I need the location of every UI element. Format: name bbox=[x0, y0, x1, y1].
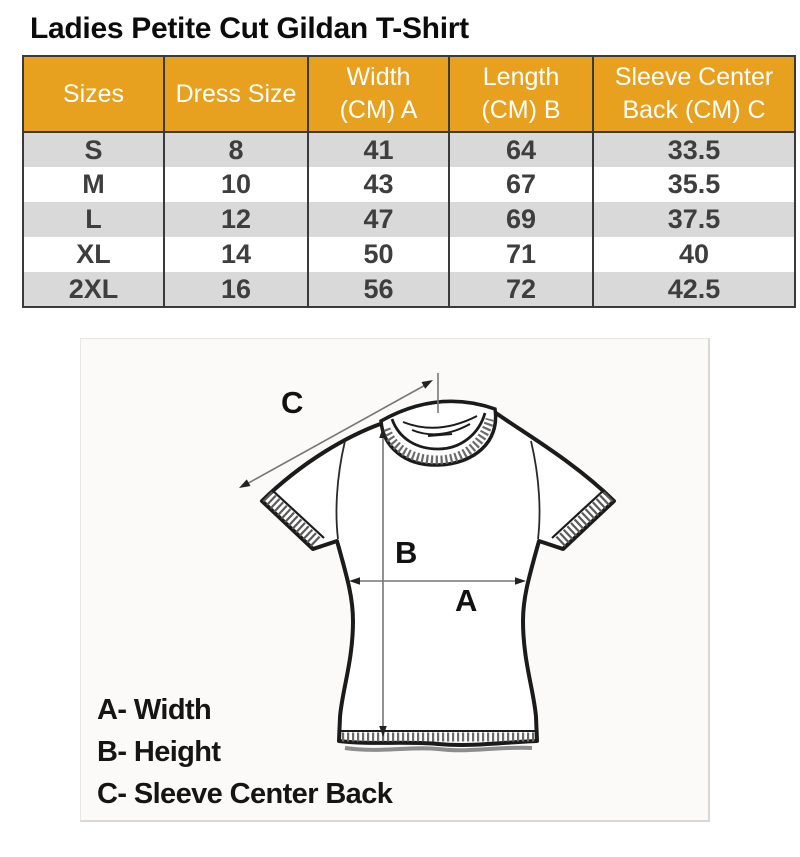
sleeve-cell: 33.5 bbox=[593, 132, 795, 167]
measurement-diagram-panel bbox=[80, 338, 710, 822]
sleeve-cell: 37.5 bbox=[593, 202, 795, 237]
width-cell: 43 bbox=[308, 167, 449, 202]
dress-cell: 8 bbox=[164, 132, 308, 167]
legend-width: A- Width bbox=[97, 694, 212, 726]
size-cell: 2XL bbox=[68, 273, 119, 304]
length-cell: 71 bbox=[449, 237, 593, 272]
size-chart-table bbox=[22, 55, 796, 308]
label-a: A bbox=[455, 583, 478, 618]
legend-height: B- Height bbox=[97, 736, 221, 768]
table-row bbox=[23, 237, 795, 272]
table-row bbox=[23, 132, 795, 167]
measurement-legend bbox=[97, 689, 392, 815]
size-cell: XL bbox=[76, 239, 111, 269]
header-cell-width: Width (CM) A bbox=[308, 56, 449, 132]
legend-sleeve-center-back: C- Sleeve Center Back bbox=[97, 778, 393, 810]
sleeve-cell: 35.5 bbox=[593, 167, 795, 202]
page-title: Ladies Petite Cut Gildan T-Shirt bbox=[30, 12, 469, 45]
length-cell: 67 bbox=[449, 167, 593, 202]
dress-cell: 12 bbox=[164, 202, 308, 237]
dress-cell: 16 bbox=[164, 272, 308, 307]
header-cell-dress-size: Dress Size bbox=[164, 56, 308, 132]
width-cell: 56 bbox=[308, 272, 449, 307]
length-cell: 64 bbox=[449, 132, 593, 167]
header-cell-sizes: Sizes bbox=[23, 56, 164, 132]
table-row bbox=[23, 167, 795, 202]
length-cell: 72 bbox=[449, 272, 593, 307]
size-cell: L bbox=[85, 204, 102, 234]
dress-cell: 10 bbox=[164, 167, 308, 202]
size-cell: S bbox=[84, 134, 103, 165]
label-c: C bbox=[281, 385, 304, 420]
width-cell: 50 bbox=[308, 237, 449, 272]
sleeve-cell: 40 bbox=[593, 237, 795, 272]
table-header-row bbox=[23, 56, 795, 132]
header-cell-sleeve-center-back: Sleeve Center Back (CM) C bbox=[593, 56, 795, 132]
header-cell-length: Length (CM) B bbox=[449, 56, 593, 132]
size-cell: M bbox=[82, 169, 105, 199]
sleeve-cell: 42.5 bbox=[593, 272, 795, 307]
table-row bbox=[23, 202, 795, 237]
width-cell: 47 bbox=[308, 202, 449, 237]
label-b: B bbox=[395, 535, 418, 570]
dress-cell: 14 bbox=[164, 237, 308, 272]
length-cell: 69 bbox=[449, 202, 593, 237]
table-row bbox=[23, 272, 795, 307]
width-cell: 41 bbox=[308, 132, 449, 167]
